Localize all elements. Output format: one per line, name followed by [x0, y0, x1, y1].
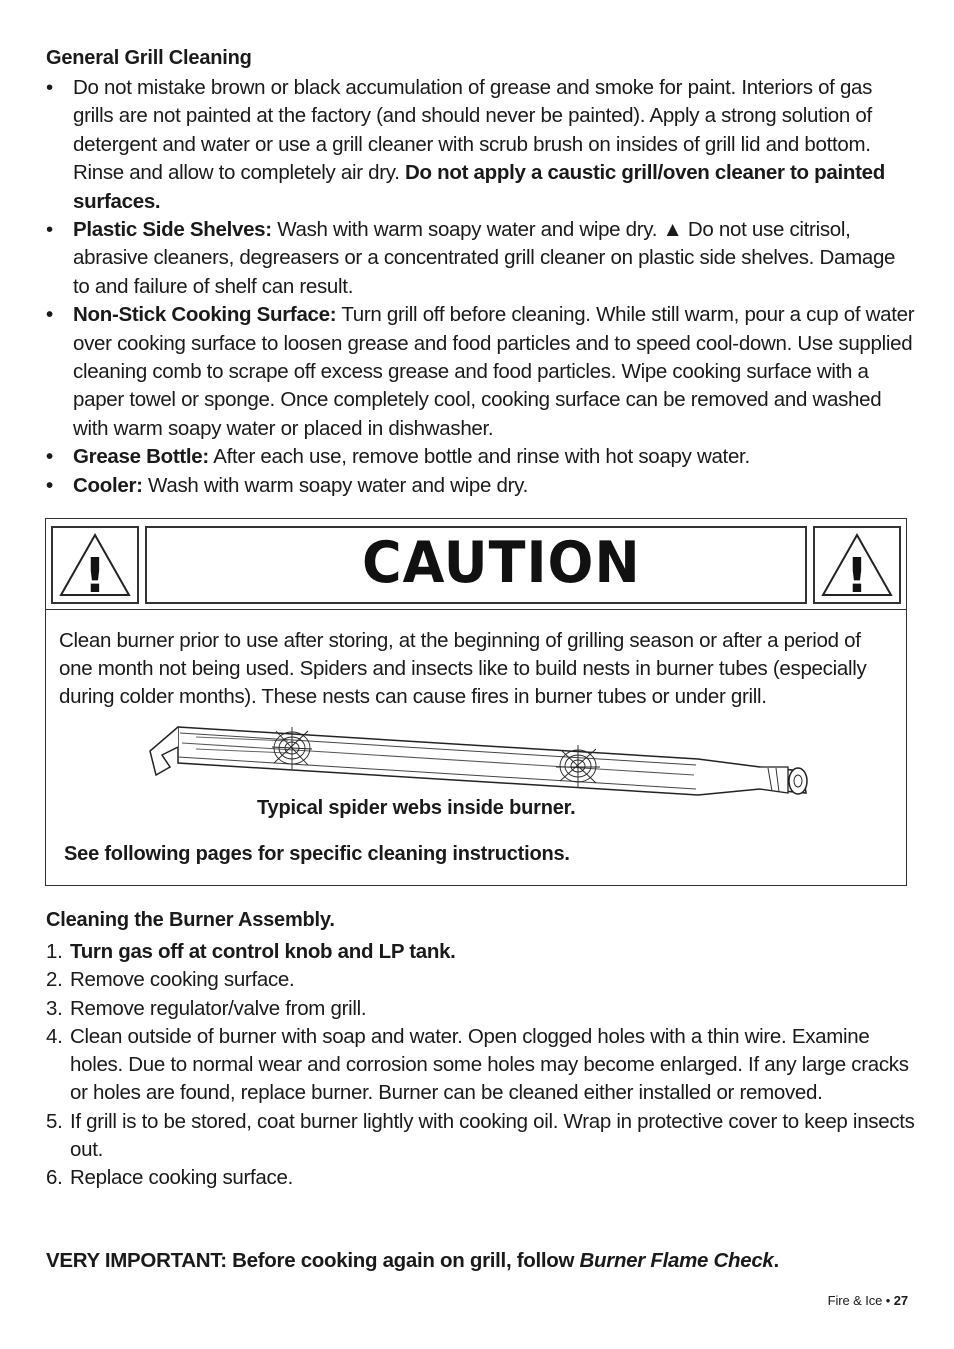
burner-cleaning-title: Cleaning the Burner Assembly.: [46, 909, 335, 931]
step-number: 5.: [46, 1109, 63, 1133]
burner-illustration: [148, 719, 813, 801]
important-suffix: .: [773, 1249, 779, 1272]
bullet-text: Wash with warm soapy water and wipe dry. ▲ Do not use citrisol, abrasive cleaners, degreasers or a concentrated grill cleaner on plastic side shelves. Damage to and failure of shelf can result.: [73, 218, 896, 298]
step-text: Turn gas off at control knob and LP tank.: [70, 940, 456, 963]
general-cleaning-title: General Grill Cleaning: [46, 47, 252, 69]
bullet-marker: •: [46, 218, 53, 242]
bullet-marker: •: [46, 445, 53, 469]
list-item: [46, 216, 916, 301]
bullet-marker: •: [46, 473, 53, 497]
warning-triangle-icon: [58, 532, 132, 598]
bullet-marker: •: [46, 76, 53, 99]
list-item: [46, 301, 916, 443]
bullet-text: Do not mistake brown or black accumulation of grease and smoke for paint. Interiors of gas grills are not painted at the factory (and should never be painted). Apply a strong solution of detergent and water or use a grill cleaner with scrub brush on insides of grill lid and bottom. Rinse and allow to completely air dry.: [73, 76, 873, 185]
step-number: 3.: [46, 996, 63, 1020]
step-text: If grill is to be stored, coat burner lightly with cooking oil. Wrap in protective cover to keep insects out.: [70, 1109, 915, 1162]
caution-box: [45, 518, 907, 886]
bullet-lead: Cooler:: [73, 473, 143, 497]
step-text: Clean outside of burner with soap and water. Open clogged holes with a thin wire. Examine holes. Due to normal wear and corrosion some holes may become enlarged. If any large cracks or holes are found, replace burner. Burner can be cleaned either installed or removed.: [70, 1024, 909, 1105]
list-item: [46, 995, 916, 1023]
footer-brand: Fire & Ice: [827, 1293, 883, 1308]
see-following-note: See following pages for specific cleaning instructions.: [64, 843, 570, 865]
bullet-lead: Grease Bottle:: [73, 445, 209, 469]
bullet-text: After each use, remove bottle and rinse with hot soapy water.: [208, 445, 750, 469]
step-number: 4.: [46, 1024, 63, 1048]
warning-triangle-right: [813, 526, 901, 604]
caution-body-text: Clean burner prior to use after storing, at the beginning of grilling season or after a period of one month not being used. Spiders and insects like to build nests in burner tubes (especially during colder months). These nests can cause fires in burner tubes or under grill.: [59, 629, 867, 709]
list-item: [46, 938, 916, 966]
step-text: Remove regulator/valve from grill.: [70, 996, 367, 1020]
bullet-text: Wash with warm soapy water and wipe dry.: [142, 473, 528, 497]
step-text: Replace cooking surface.: [70, 1166, 293, 1190]
bullet-lead: Plastic Side Shelves:: [73, 218, 272, 242]
general-cleaning-list: [46, 74, 916, 500]
list-item: [46, 1164, 916, 1192]
bullet-marker: •: [46, 303, 53, 327]
page-footer: [828, 1293, 908, 1308]
list-item: [46, 1023, 916, 1108]
footer-separator: •: [882, 1293, 894, 1308]
bullet-lead: Non-Stick Cooking Surface:: [73, 303, 337, 327]
burner-cleaning-steps: [46, 938, 916, 1193]
list-item: [46, 966, 916, 994]
caution-heading: CAUTION: [362, 529, 641, 596]
step-number: 6.: [46, 1166, 63, 1190]
step-text: Remove cooking surface.: [70, 968, 295, 992]
important-prefix: VERY IMPORTANT: Before cooking again on grill, follow: [46, 1249, 580, 1272]
warning-glyph: !: [84, 548, 106, 598]
very-important-note: [46, 1249, 779, 1273]
list-item: [46, 74, 916, 216]
caution-band: [145, 526, 807, 604]
bullet-text: Turn grill off before cleaning. While still warm, pour a cup of water over cooking surface to loosen grease and food particles and to speed cool-down. Use supplied cleaning comb to scrape off excess grease and food particles. Wipe cooking surface with a paper towel or sponge. Once completely cool, cooking surface can be removed and washed with warm soapy water or placed in dishwasher.: [73, 303, 915, 440]
step-number: 1.: [46, 940, 63, 963]
list-item: [46, 472, 916, 500]
burner-image-caption: Typical spider webs inside burner.: [257, 797, 576, 819]
important-emphasis: Burner Flame Check: [579, 1249, 774, 1272]
warning-glyph: !: [846, 548, 868, 598]
bullet-bold-warning: Do not apply a caustic grill/oven cleaner to painted surfaces.: [73, 161, 885, 213]
step-number: 2.: [46, 968, 63, 992]
warning-triangle-icon: [820, 532, 894, 598]
caution-header: [46, 519, 906, 610]
list-item: [46, 1108, 916, 1165]
warning-triangle-left: [51, 526, 139, 604]
page-number: 27: [893, 1293, 908, 1308]
list-item: [46, 443, 916, 471]
